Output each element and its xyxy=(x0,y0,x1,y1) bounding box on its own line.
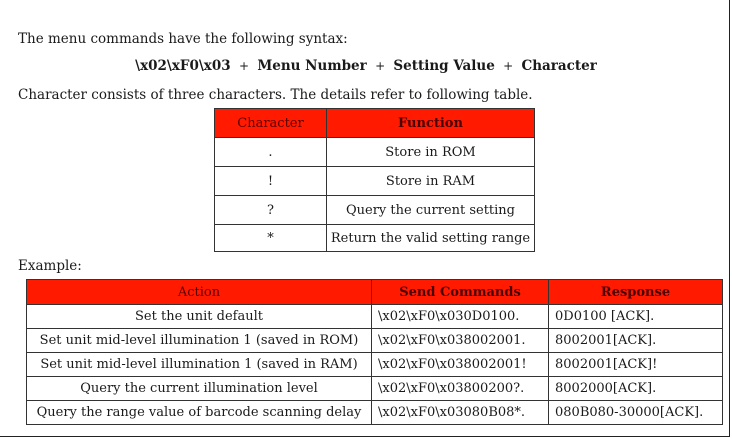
cell-function: Query the current setting xyxy=(327,196,535,225)
cell-response: 8002000[ACK]. xyxy=(549,377,723,401)
header-response: Response xyxy=(549,280,723,305)
header-send-commands: Send Commands xyxy=(372,280,549,305)
syntax-setting-value: Setting Value xyxy=(393,58,495,74)
header-action: Action xyxy=(27,280,372,305)
cell-function: Return the valid setting range xyxy=(327,225,535,252)
syntax-menu-number: Menu Number xyxy=(257,58,367,74)
cell-action: Query the range value of barcode scanning delay xyxy=(27,401,372,425)
character-table xyxy=(214,108,535,252)
cell-send-command: \x02\xF0\x03080B08*. xyxy=(372,401,549,425)
cell-response: 8002001[ACK]. xyxy=(549,329,723,353)
cell-response: 080B080-30000[ACK]. xyxy=(549,401,723,425)
header-character: Character xyxy=(215,109,327,138)
syntax-line xyxy=(0,58,732,74)
cell-function: Store in ROM xyxy=(327,138,535,167)
cell-response: 0D0100 [ACK]. xyxy=(549,305,723,329)
cell-response: 8002001[ACK]! xyxy=(549,353,723,377)
table-row xyxy=(215,196,535,225)
syntax-character: Character xyxy=(521,58,597,74)
cell-send-command: \x02\xF0\x038002001. xyxy=(372,329,549,353)
table-header-row xyxy=(27,280,723,305)
syntax-plus: + xyxy=(503,59,514,73)
cell-character: . xyxy=(215,138,327,167)
table-row xyxy=(27,401,723,425)
cell-send-command: \x02\xF0\x03800200?. xyxy=(372,377,549,401)
cell-function: Store in RAM xyxy=(327,167,535,196)
table-row xyxy=(215,225,535,252)
syntax-prefix: \x02\xF0\x03 xyxy=(135,58,231,74)
table-row xyxy=(215,167,535,196)
cell-action: Query the current illumination level xyxy=(27,377,372,401)
cell-character: ! xyxy=(215,167,327,196)
example-label: Example: xyxy=(18,258,82,274)
character-note: Character consists of three characters. The details refer to following table. xyxy=(18,87,533,103)
cell-action: Set unit mid-level illumination 1 (saved in RAM) xyxy=(27,353,372,377)
cell-character: * xyxy=(215,225,327,252)
cell-action: Set the unit default xyxy=(27,305,372,329)
table-row xyxy=(27,305,723,329)
table-row xyxy=(27,329,723,353)
cell-character: ? xyxy=(215,196,327,225)
table-row xyxy=(215,138,535,167)
cell-send-command: \x02\xF0\x030D0100. xyxy=(372,305,549,329)
intro-text: The menu commands have the following syntax: xyxy=(18,31,348,47)
table-row xyxy=(27,353,723,377)
syntax-plus: + xyxy=(238,59,250,73)
table-header-row xyxy=(215,109,535,138)
example-table xyxy=(26,279,723,425)
cell-action: Set unit mid-level illumination 1 (saved in ROM) xyxy=(27,329,372,353)
cell-send-command: \x02\xF0\x038002001! xyxy=(372,353,549,377)
table-row xyxy=(27,377,723,401)
syntax-plus: + xyxy=(375,59,386,73)
header-function: Function xyxy=(327,109,535,138)
